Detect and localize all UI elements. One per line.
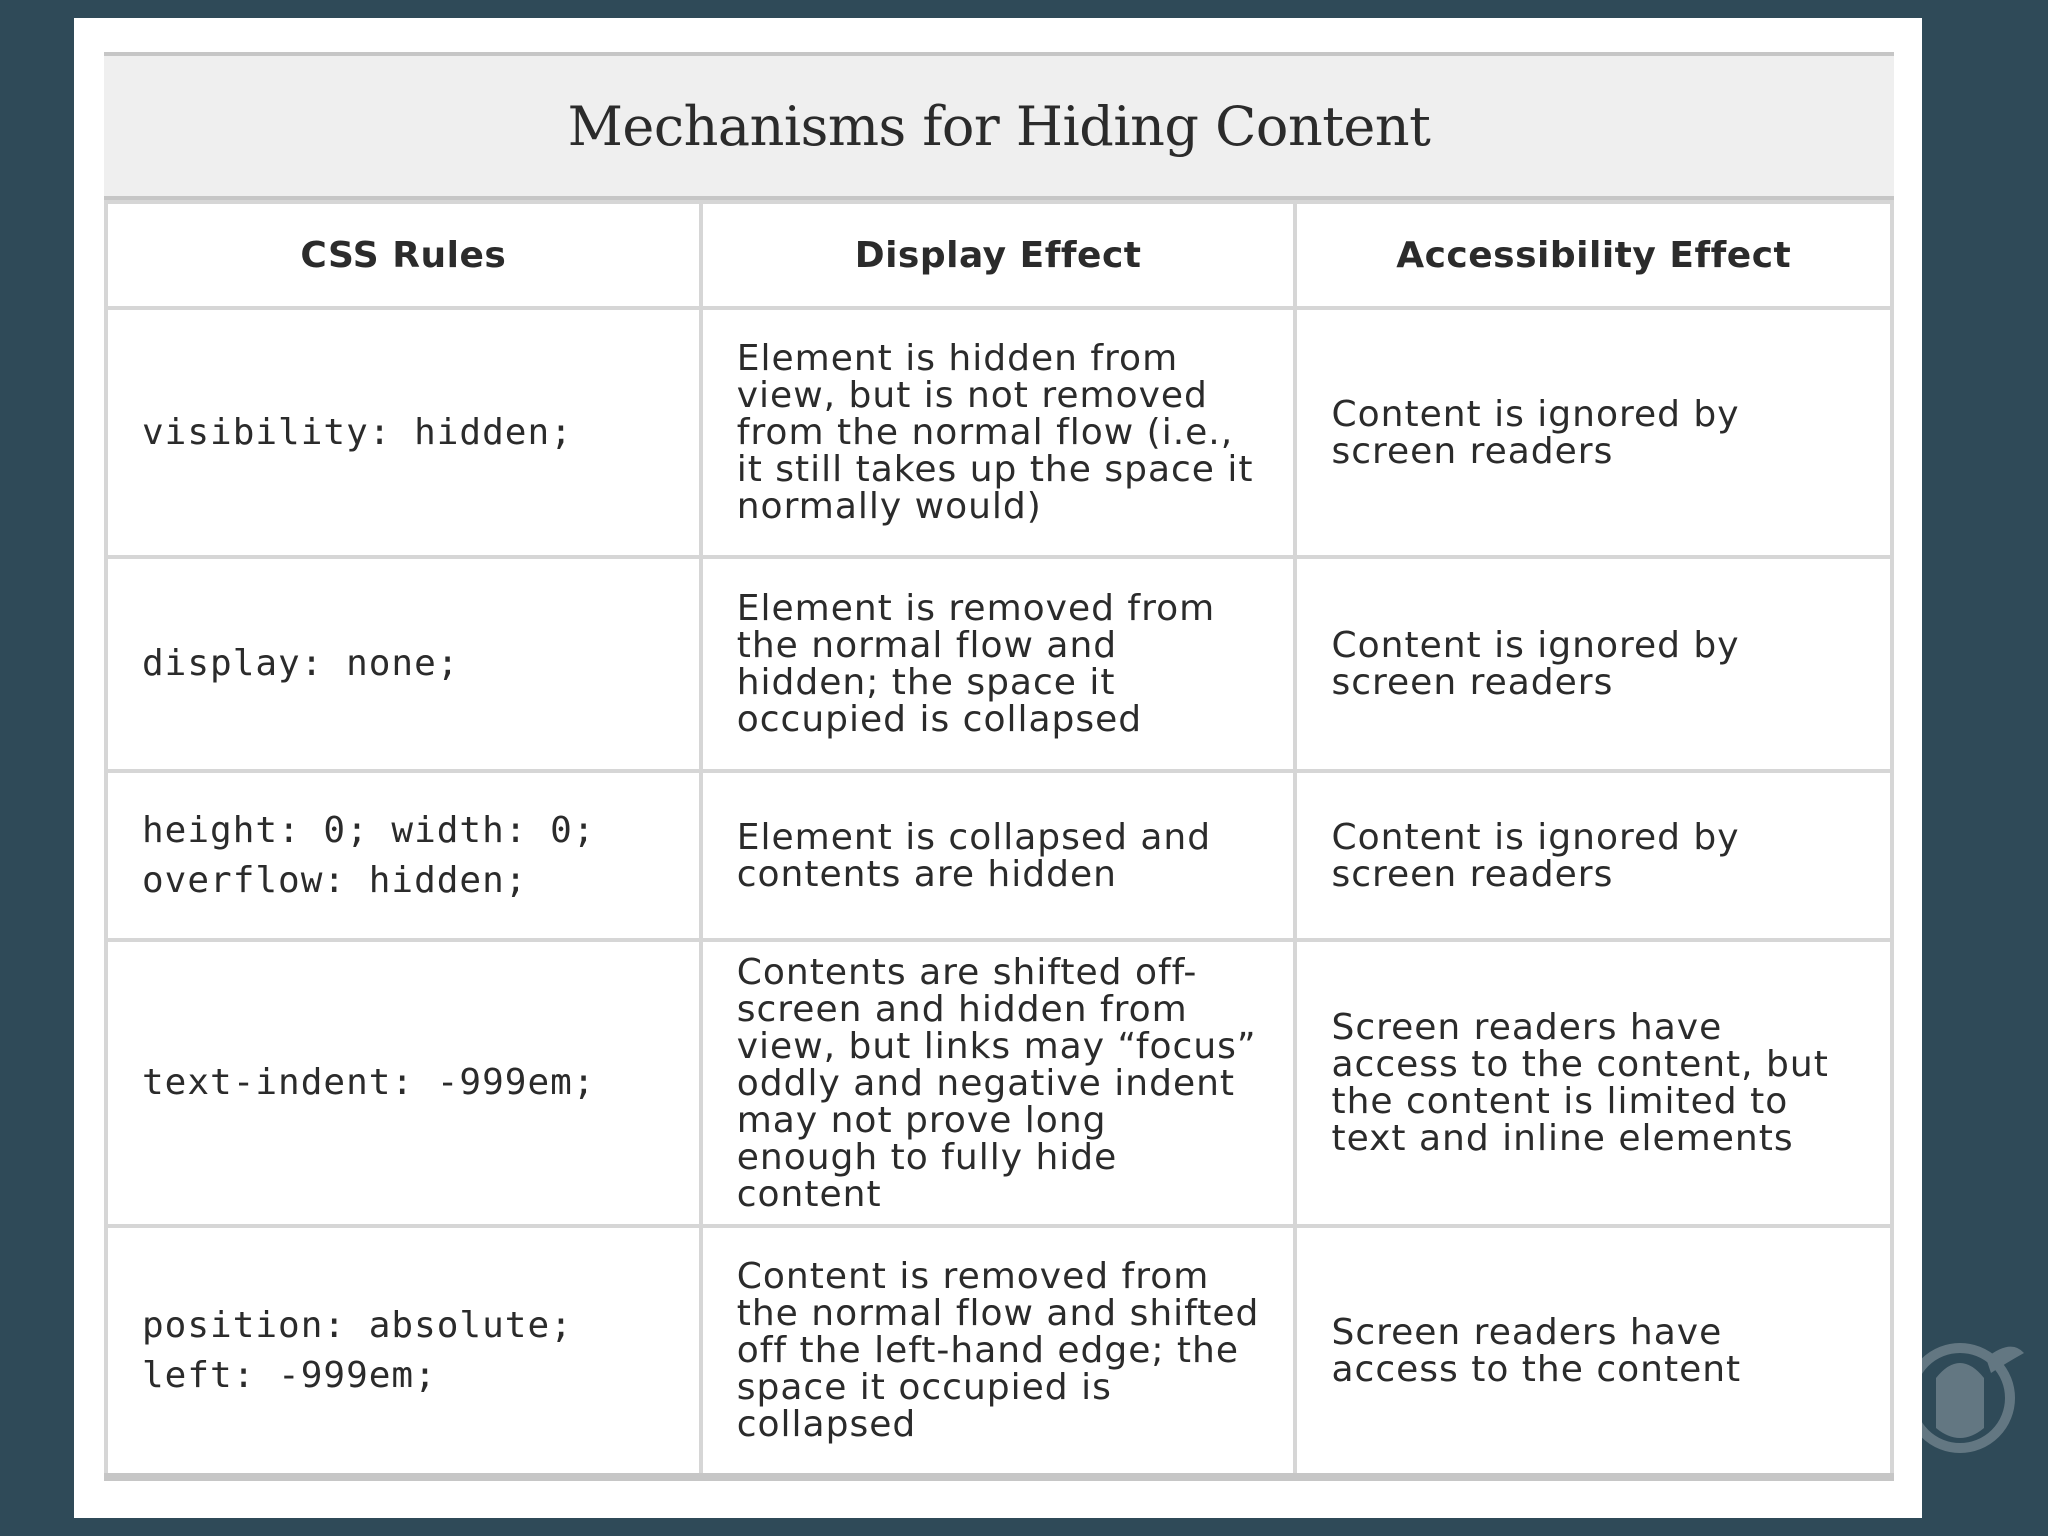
accessibility-effect-cell: Content is ignored by screen readers <box>1295 557 1892 771</box>
css-rule-cell: position: absolute; left: -999em; <box>106 1226 701 1477</box>
css-rule-cell: display: none; <box>106 557 701 771</box>
table-row <box>106 1226 1892 1477</box>
table-row <box>106 940 1892 1226</box>
css-rule-cell: text-indent: -999em; <box>106 940 701 1226</box>
display-effect-cell: Element is collapsed and contents are hidden <box>701 771 1296 940</box>
data-table <box>104 200 1894 1481</box>
table-row <box>106 308 1892 557</box>
accessibility-effect-cell: Screen readers have access to the content, but the content is limited to text and inline elements <box>1295 940 1892 1226</box>
hiding-mechanisms-table <box>104 52 1894 1481</box>
content-card <box>74 18 1922 1518</box>
column-header-display-effect: Display Effect <box>701 202 1296 308</box>
display-effect-cell: Content is removed from the normal flow and shifted off the left-hand edge; the space it occupied is collapsed <box>701 1226 1296 1477</box>
table-row <box>106 771 1892 940</box>
css-rule-cell: height: 0; width: 0; overflow: hidden; <box>106 771 701 940</box>
accessibility-effect-cell: Screen readers have access to the content <box>1295 1226 1892 1477</box>
table-row <box>106 557 1892 771</box>
accessibility-effect-cell: Content is ignored by screen readers <box>1295 308 1892 557</box>
css-rule-cell: visibility: hidden; <box>106 308 701 557</box>
watermark-logo-icon <box>1906 1318 2026 1478</box>
column-header-accessibility-effect: Accessibility Effect <box>1295 202 1892 308</box>
display-effect-cell: Contents are shifted off-screen and hidden from view, but links may “focus” oddly and negative indent may not prove long enough to fully hide content <box>701 940 1296 1226</box>
display-effect-cell: Element is hidden from view, but is not removed from the normal flow (i.e., it still takes up the space it normally would) <box>701 308 1296 557</box>
accessibility-effect-cell: Content is ignored by screen readers <box>1295 771 1892 940</box>
column-header-css-rules: CSS Rules <box>106 202 701 308</box>
table-caption <box>104 52 1894 200</box>
table-title: Mechanisms for Hiding Content <box>567 94 1431 158</box>
display-effect-cell: Element is removed from the normal flow and hidden; the space it occupied is collapsed <box>701 557 1296 771</box>
header-row <box>106 202 1892 308</box>
